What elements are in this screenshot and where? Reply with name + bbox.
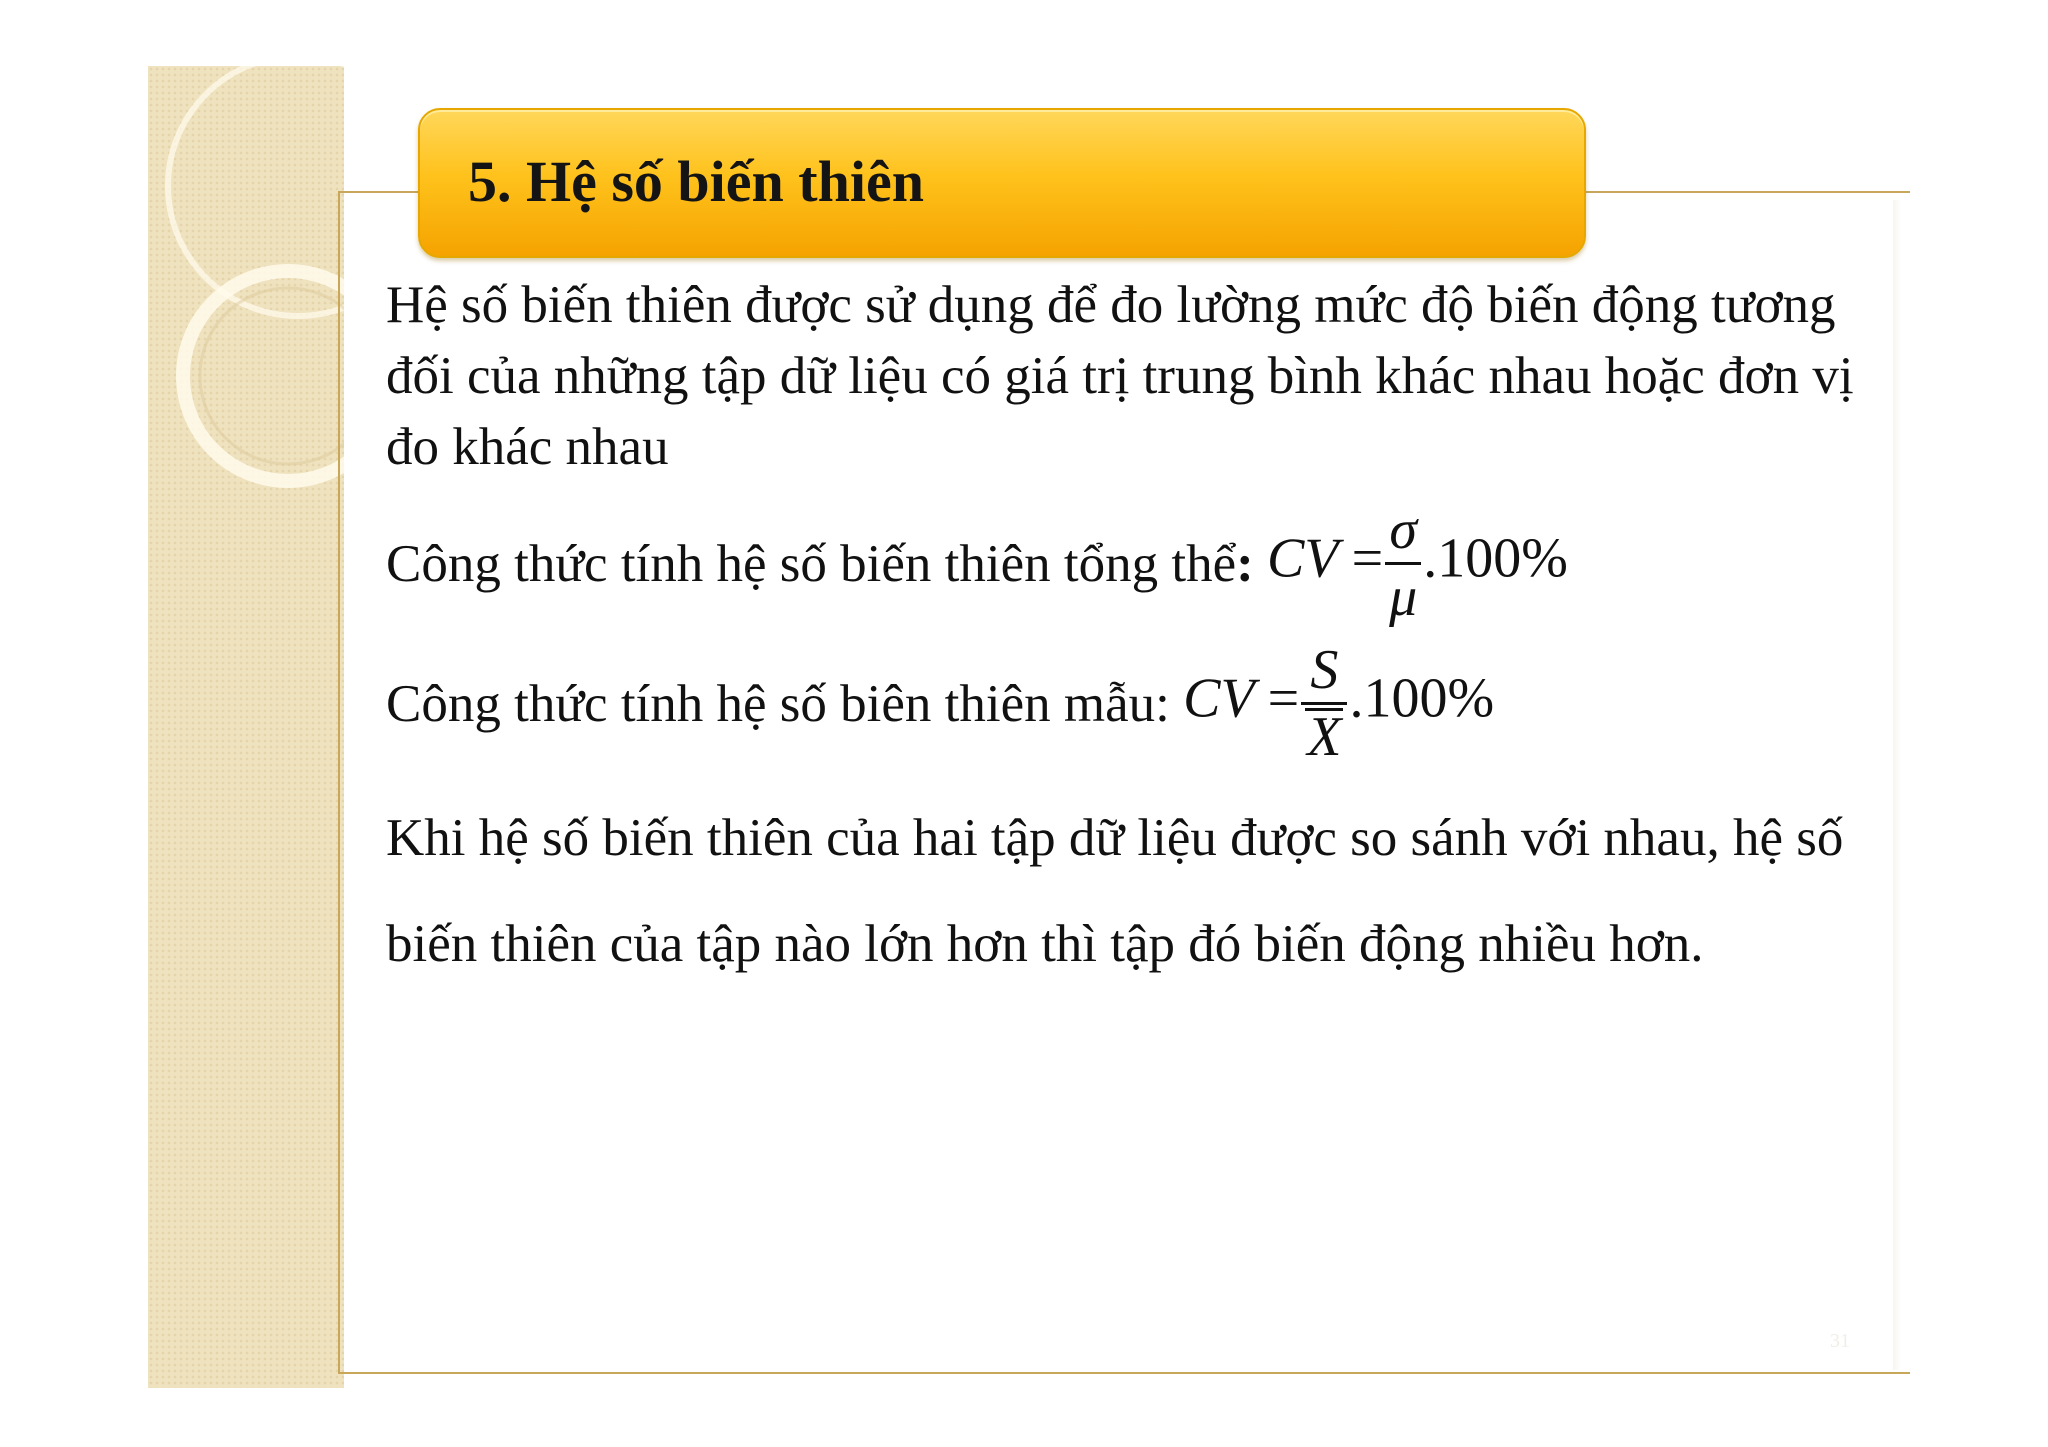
- title-bar: [418, 108, 1586, 258]
- population-formula: [1267, 500, 1568, 627]
- equals-sign: =: [1267, 667, 1300, 730]
- denominator-xbar: X: [1307, 706, 1342, 768]
- frame-left-line: [338, 191, 340, 1374]
- page-number: 31: [1830, 1330, 1850, 1352]
- frame-right-shadow: [1893, 200, 1901, 1370]
- cv-symbol: CV: [1183, 667, 1254, 730]
- sample-formula-label: Công thức tính hệ số biên thiên mẫu:: [386, 674, 1170, 733]
- population-formula-label: Công thức tính hệ số biến thiên tổng thể:: [386, 534, 1254, 593]
- content-area: [386, 270, 1866, 483]
- fraction-s-xbar: [1301, 640, 1347, 767]
- intro-paragraph: Hệ số biến thiên được sử dụng để đo lường mức độ biến động tương đối của những tập dữ liệu có giá trị trung bình khác nhau hoặc đơn vị đo khác nhau: [386, 276, 1854, 476]
- slide-title: 5. Hệ số biến thiên: [468, 149, 924, 214]
- numerator-sigma: σ: [1389, 499, 1418, 561]
- numerator-s: S: [1310, 639, 1339, 701]
- fraction-sigma-mu: [1385, 500, 1421, 627]
- population-formula-line: [386, 500, 1568, 627]
- cv-symbol: CV: [1267, 527, 1338, 590]
- decorative-circles: [148, 66, 344, 1388]
- multiplier-100-percent: .100%: [1349, 667, 1495, 730]
- conclusion-paragraph: Khi hệ số biến thiên của hai tập dữ liệu được so sánh với nhau, hệ số biến thiên của tập nào lớn hơn thì tập đó biến động nhiều hơn.: [386, 809, 1844, 973]
- equals-sign: =: [1351, 527, 1384, 590]
- multiplier-100-percent: .100%: [1423, 527, 1568, 590]
- denominator-mu: μ: [1389, 566, 1418, 628]
- frame-bottom-line: [338, 1372, 1910, 1374]
- sample-formula: [1183, 640, 1494, 767]
- sample-formula-line: [386, 640, 1494, 767]
- decorative-side-strip: [148, 66, 344, 1388]
